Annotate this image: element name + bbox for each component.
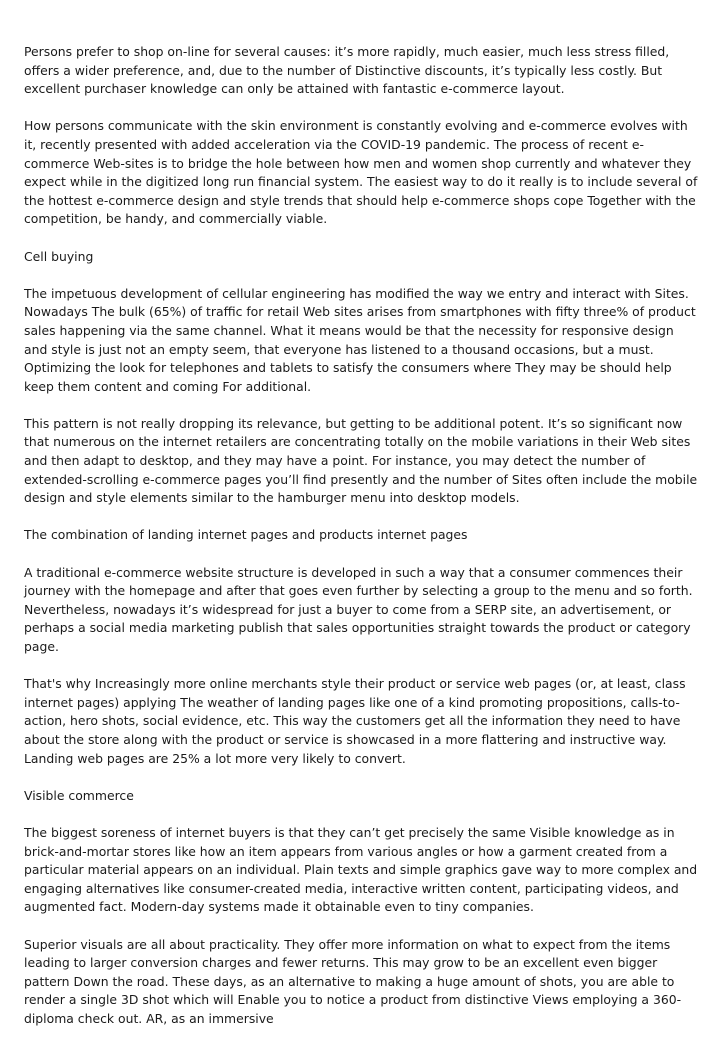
visual-commerce-paragraph: The biggest soreness of internet buyers is that they can’t get precisely the same Visible knowledge as in brick-and-mortar stores like how an item appears from various angles or how a garment created from a particular material appears on an individual. Plain texts and simple graphics gave way to more complex and engaging alternatives like consumer-created media, interactive written content, participating videos, and augmented fact. Modern-day systems made it obtainable even to tiny companies.	[24, 824, 698, 915]
site-structure-paragraph: A traditional e-commerce website structure is developed in such a way that a consumer commences their journey with the homepage and after that goes even further by selecting a group to the menu and so forth. Nevertheless, nowadays it’s widespread for just a buyer to come from a SERP site, an advertisement, or perhaps a social media marketing publish that sales opportunities straight towards the product or category page.	[24, 564, 693, 654]
section-heading-visible-commerce: Visible commerce	[24, 787, 134, 803]
superior-visuals-paragraph: Superior visuals are all about practicality. They offer more information on what to expect from the items leading to larger conversion charges and fewer returns. This may grow to be an excellent even bigger pattern Down the road. These days, as an alternative to making a huge amount of shots, you are able to render a single 3D shot which will Enable you to notice a product from distinctive Views employing a 360-diploma check out. AR, as an immersive	[24, 936, 682, 1026]
mobile-relevance-paragraph: This pattern is not really dropping its relevance, but getting to be additional potent. It’s so significant now that numerous on the internet retailers are concentrating totally on the mobile variations in their Web sites and then adapt to desktop, and they may have a point. For instance, you may detect the number of extended-scrolling e-commerce pages you’ll find presently and the number of Sites often include the mobile design and style elements similar to the hamburger menu into desktop models.	[24, 415, 698, 506]
section-heading-cell-buying: Cell buying	[24, 248, 94, 264]
intro-paragraph: Persons prefer to shop on-line for several causes: it’s more rapidly, much easier, much less stress filled, offers a wider preference, and, due to the number of Distinctive discounts, it’s typically less costly. But excellent purchaser knowledge can only be attained with fantastic e-commerce layout.	[24, 44, 670, 97]
mobile-paragraph: The impetuous development of cellular engineering has modified the way we entry and interact with Sites. Nowadays The bulk (65%) of traffic for retail Web sites arises from smartphones with fifty three% of product sales happening via the same channel. What it means would be that the necessity for responsive design and style is just not an empty seem, that everyone has listened to a thousand occasions, but a must. Optimizing the look for telephones and tablets to satisfy the consumers where They may be should help keep them content and coming For additional.	[24, 285, 696, 394]
article-body	[24, 43, 699, 1047]
landing-pages-paragraph: That's why Increasingly more online merchants style their product or service web pages (or, at least, class internet pages) applying The weather of landing pages like one of a kind promoting propositions, calls-to-action, hero shots, social evidence, etc. This way the customers get all the information they need to have about the store along with the product or service is showcased in a more flattering and instructive way. Landing web pages are 25% a lot more very likely to convert.	[24, 676, 686, 766]
section-heading-landing-pages: The combination of landing internet pages and products internet pages	[24, 527, 468, 543]
evolution-paragraph: How persons communicate with the skin environment is constantly evolving and e-commerce evolves with it, recently presented with added acceleration via the COVID-19 pandemic. The process of recent e-commerce Web-sites is to bridge the hole between how men and women shop currently and whatever they expect while in the digitized long run financial system. The easiest way to do it really is to include several of the hottest e-commerce design and style trends that should help e-commerce shops cope Together with the competition, be handy, and commercially viable.	[24, 118, 698, 227]
